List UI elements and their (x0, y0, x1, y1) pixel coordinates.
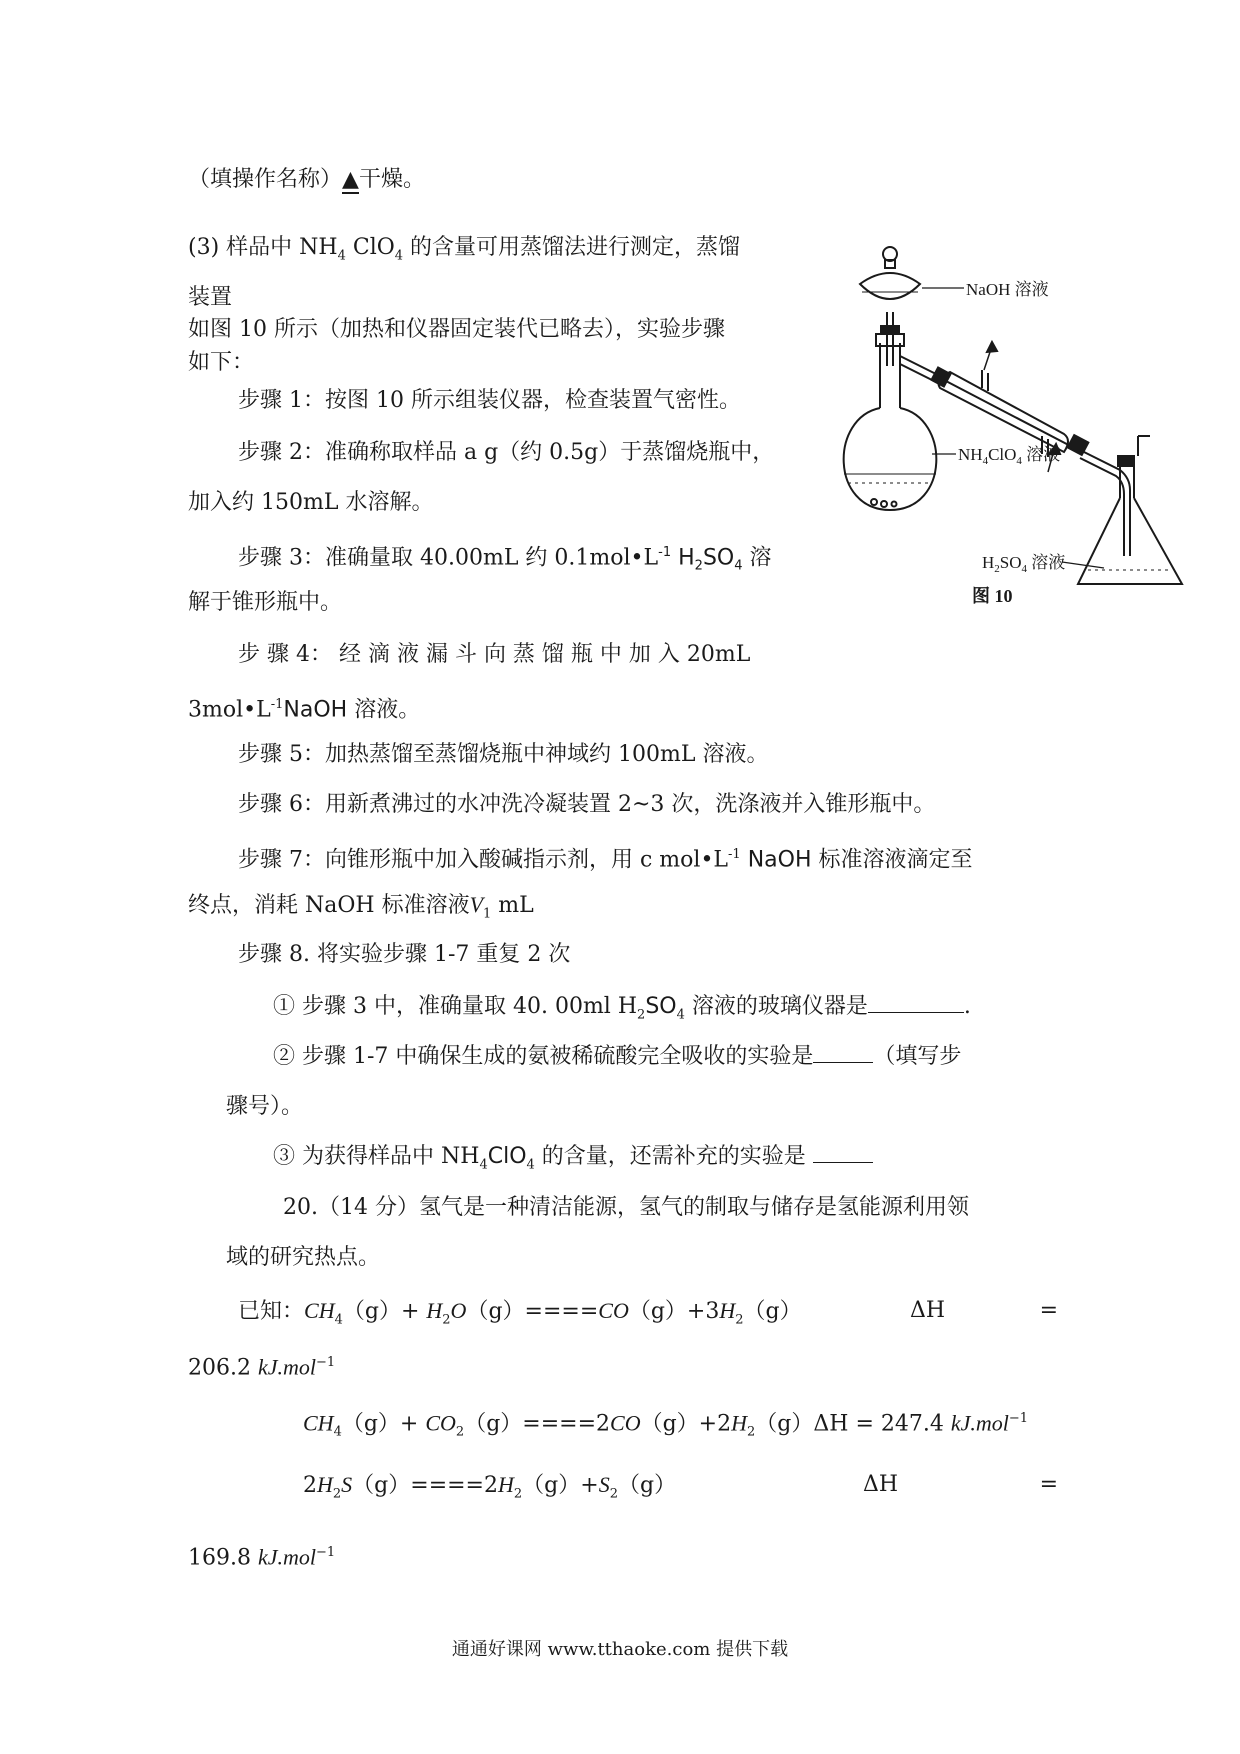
equation-3: $2H_2S(g)====2H_2(g)+S_2(g)$ ΔH = (303, 1472, 1058, 1502)
page-footer: 通通好课网 www.tthaoke.com 提供下载 (451, 1639, 789, 1660)
delta-h-1: ΔH (910, 1298, 946, 1323)
question-2-cont: 骤号）。 (226, 1094, 304, 1119)
answer-blank-3[interactable] (813, 1144, 873, 1163)
part3-intro-2: 装置 (188, 285, 233, 310)
equation-1-value: 206.2 kJ.mol$^{-1}$ (188, 1354, 336, 1381)
step-3: 步骤 3：准确量取 40.00mL 约 $0.1mol•L^{-1}$ $H_2SO_4$ 溶 (238, 545, 772, 574)
figure-caption: 图 10 (972, 586, 1013, 606)
h2so4-label: $H_2SO_4$ 溶液 (982, 553, 1066, 575)
answer-blank-2[interactable] (813, 1044, 873, 1063)
step-7-cont: 终点，消耗 NaOH 标准溶液$V_1$ mL (188, 892, 534, 922)
equals-1: = (1039, 1298, 1058, 1323)
equation-2: $CH_4(g)+ CO_2(g)====2CO(g)+2H_2(g)\Delta H = 247.4$ kJ.mol$^{-1}$ (303, 1410, 1029, 1440)
distillation-apparatus-figure (832, 238, 1232, 618)
triangle-marker: ▲ (342, 167, 359, 192)
problem-20: 20.（14 分）氢气是一种清洁能源，氢气的制取与储存是氢能源利用领 (283, 1195, 969, 1220)
equals-3: = (1039, 1472, 1058, 1497)
step-7: 步骤 7：向锥形瓶中加入酸碱指示剂，用 c $mol•L^{-1}$ NaOH 标准溶液滴定至 (238, 847, 973, 873)
step-5: 步骤 5：加热蒸馏至蒸馏烧瓶中神域约 100mL 溶液。 (238, 742, 769, 767)
part3-intro-4: 如下： (188, 350, 255, 375)
part3-intro: (3) 样品中 $NH_4$ ClO$_4$ 的含量可用蒸馏法进行测定，蒸馏 (188, 235, 741, 264)
fill-instruction-line: （填操作名称）▲干燥。 (188, 167, 425, 192)
question-1: ① 步骤 3 中，准确量取 40. 00ml $H_2SO_4$ 溶液的玻璃仪器是 . (273, 994, 971, 1023)
problem-20-cont: 域的研究热点。 (226, 1245, 381, 1270)
step-6: 步骤 6：用新煮沸过的水冲洗冷凝装置 2~3 次，洗涤液并入锥形瓶中。 (238, 792, 936, 817)
question-3: ③ 为获得样品中 $NH_4ClO_4$ 的含量，还需补充的实验是 (273, 1142, 873, 1180)
step-4-cont: $3mol•L^{-1}NaOH$ 溶液。 (188, 697, 421, 723)
step-4: 步 骤 4： 经 滴 液 漏 斗 向 蒸 馏 瓶 中 加 入 20mL (238, 642, 751, 667)
step-3-cont: 解于锥形瓶中。 (188, 590, 343, 615)
equation-1: 已知：$CH_4(g)+ H_2O(g)====CO(g)+3H_2(g)$ ΔH = (238, 1298, 1058, 1328)
step-8: 步骤 8. 将实验步骤 1-7 重复 2 次 (238, 942, 571, 967)
delta-h-3: ΔH (863, 1472, 899, 1497)
step-2-cont: 加入约 150mL 水溶解。 (188, 490, 434, 515)
step-1: 步骤 1：按图 10 所示组装仪器，检查装置气密性。 (238, 388, 741, 413)
question-2: ② 步骤 1-7 中确保生成的氨被稀硫酸完全吸收的实验是 （填写步 (273, 1044, 962, 1069)
nh4clo4-label: $NH_4ClO_4$ 溶液 (958, 445, 1061, 467)
step-2: 步骤 2：准确称取样品 a g（约 0.5g）于蒸馏烧瓶中， (238, 440, 775, 465)
answer-blank-1[interactable] (868, 994, 964, 1013)
part3-intro-3: 如图 10 所示（加热和仪器固定装代已略去），实验步骤 (188, 317, 725, 342)
naoh-label: NaOH 溶液 (966, 280, 1049, 299)
equation-3-value: 169.8 kJ.mol$^{-1}$ (188, 1544, 336, 1571)
